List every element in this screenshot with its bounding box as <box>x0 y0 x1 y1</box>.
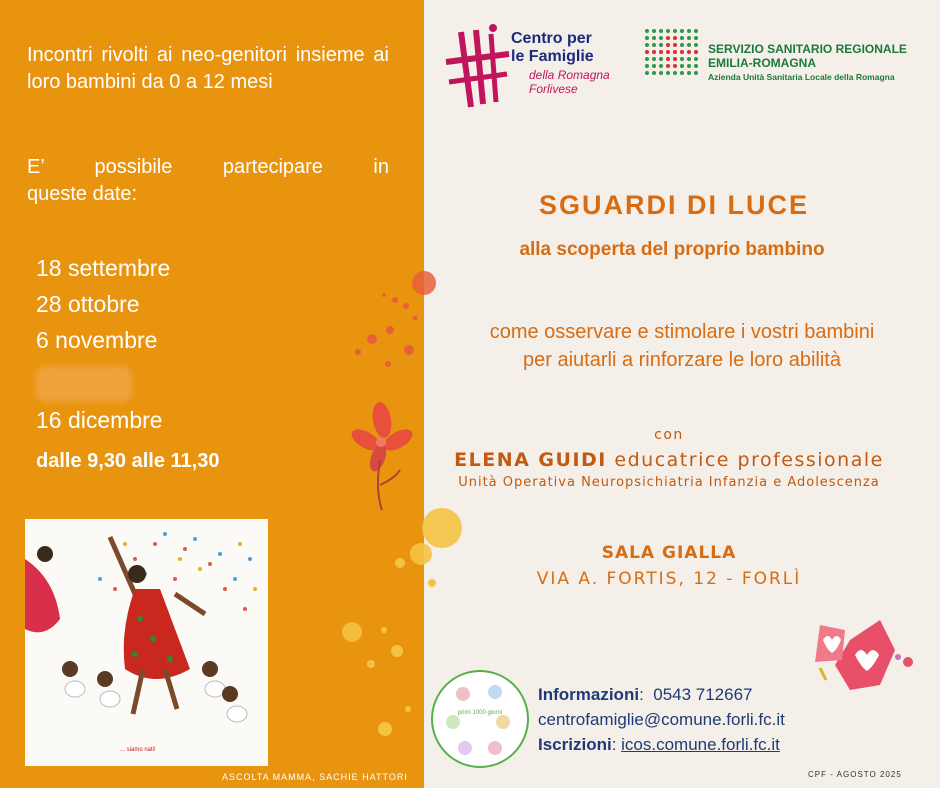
speaker-unit: Unità Operativa Neuropsichiatria Infanzia e Adolescenza <box>458 475 880 490</box>
ssr-line-2: EMILIA-ROMAGNA <box>708 56 816 70</box>
participation-line-1: E’ possibile partecipare in <box>27 156 389 178</box>
centro-subtitle <box>529 68 610 96</box>
info-label: Informazioni <box>538 685 640 704</box>
intro-text: Incontri rivolti ai neo-genitori insieme ai loro bambini da 0 a 12 mesi <box>27 44 389 93</box>
phone[interactable]: 0543 712667 <box>653 685 753 704</box>
cross-mark-icon <box>441 22 511 112</box>
description-line-2: per aiutarli a rinforzare le loro abilità <box>523 349 841 371</box>
circle-logo-text: primi 1000 giorni <box>457 710 503 716</box>
centro-title <box>511 30 594 66</box>
event-subtitle: alla scoperta del proprio bambino <box>519 239 825 260</box>
flower-icon <box>348 401 416 510</box>
dates-list <box>36 250 170 438</box>
speaker <box>424 449 914 471</box>
date-item: 28 ottobre <box>36 291 140 317</box>
speaker-name: ELENA GUIDI <box>454 449 607 471</box>
date-item: 6 novembre <box>36 327 158 353</box>
book-text: ... siamo nati! <box>120 747 156 753</box>
registration-row: Iscrizioni: icos.comune.forli.fc.it <box>538 735 780 754</box>
centro-line-3: della Romagna <box>529 68 610 82</box>
date-item: 16 dicembre <box>36 407 163 433</box>
footer-note: CPF - AGOSTO 2025 <box>808 770 902 779</box>
hours: dalle 9,30 alle 11,30 <box>36 450 220 472</box>
centro-line-4: Forlivese <box>529 82 578 96</box>
ssr-text <box>708 42 907 84</box>
illustration-image <box>25 519 268 766</box>
illustration-caption: ASCOLTA MAMMA, SACHIE HATTORI <box>222 772 408 782</box>
registration-link[interactable]: icos.comune.forli.fc.it <box>621 735 780 754</box>
ssr-logo <box>642 26 932 86</box>
centro-line-1: Centro per <box>511 30 592 47</box>
ssr-grid-icon <box>642 26 702 86</box>
hearts-decoration <box>815 620 913 690</box>
centro-famiglie-logo <box>441 22 621 112</box>
date-item: 18 settembre <box>36 255 171 281</box>
primi-1000-giorni-logo <box>431 670 529 768</box>
baby-icons <box>433 672 527 766</box>
event-title: SGUARDI DI LUCE <box>538 190 809 220</box>
ssr-line-3: Azienda Unità Sanitaria Locale della Romagna <box>708 72 895 82</box>
contacts <box>538 682 785 757</box>
participation-line-2: queste date: <box>27 183 138 205</box>
event-description <box>424 318 940 374</box>
info-row: Informazioni: 0543 712667 <box>538 685 753 704</box>
venue-room: SALA GIALLA <box>601 543 737 563</box>
email[interactable]: centrofamiglie@comune.forli.fc.it <box>538 710 785 729</box>
book-illustration <box>25 519 268 766</box>
registration-label: Iscrizioni <box>538 735 612 754</box>
participation-text <box>27 154 389 208</box>
venue-address: VIA A. FORTIS, 12 - FORLÌ <box>536 569 802 589</box>
centro-line-2: le Famiglie <box>511 48 594 65</box>
with-label: con <box>654 427 684 443</box>
description-line-1: come osservare e stimolare i vostri bambini <box>489 321 875 343</box>
blurred-date <box>36 366 170 402</box>
ssr-line-1: SERVIZIO SANITARIO REGIONALE <box>708 42 907 56</box>
speaker-role: educatrice professionale <box>614 449 884 471</box>
